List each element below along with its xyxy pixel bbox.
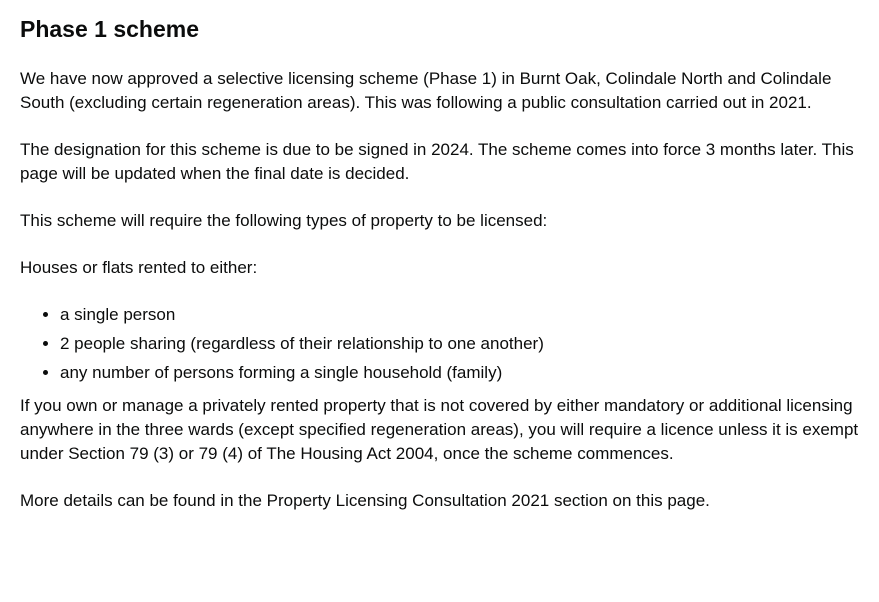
- designation-paragraph: The designation for this scheme is due to be signed in 2024. The scheme comes into force 3 months later. This page will be updated when the final date is decided.: [20, 140, 854, 183]
- property-types-list: [20, 303, 859, 385]
- intro-paragraph: We have now approved a selective licensing scheme (Phase 1) in Burnt Oak, Colindale North and Colindale South (excluding certain regeneration areas). This was following a public consultation carried out in 2021.: [20, 69, 832, 112]
- list-item: • any number of persons forming a single household (family): [60, 361, 859, 385]
- page-heading: Phase 1 scheme: [20, 16, 200, 42]
- list-item: • a single person: [60, 303, 859, 327]
- houses-flats-paragraph: Houses or flats rented to either:: [20, 258, 258, 277]
- list-item: • 2 people sharing (regardless of their relationship to one another): [60, 332, 859, 356]
- requirement-paragraph: This scheme will require the following types of property to be licensed:: [20, 211, 548, 230]
- licence-requirement-paragraph: If you own or manage a privately rented property that is not covered by either mandatory or additional licensing anywhere in the three wards (except specified regeneration areas), you will require a licence unless it is exempt under Section 79 (3) or 79 (4) of The Housing Act 2004, once the scheme commences.: [20, 396, 859, 463]
- more-details-paragraph: More details can be found in the Property Licensing Consultation 2021 section on this page.: [20, 491, 710, 510]
